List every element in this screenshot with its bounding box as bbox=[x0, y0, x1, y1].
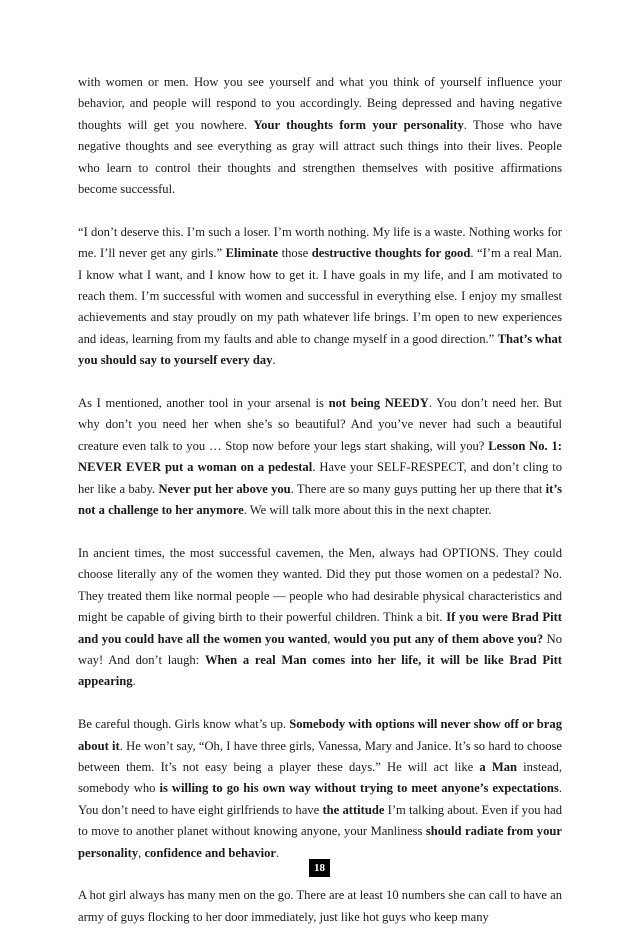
body-text-run: As I mentioned, another tool in your arsenal is bbox=[78, 396, 329, 411]
body-text-run: . You don’t need her. But why don’t you need her when she’s so beautiful? And you’ve never had such a beautiful creature even talk to you … Stop now before your legs start shaking, will you? bbox=[78, 396, 562, 453]
emphasis-text: Somebody with options will never show off or brag about it bbox=[78, 717, 562, 753]
body-text-run: . We will talk more about this in the next chapter. bbox=[243, 503, 492, 518]
emphasis-text: That’s what you should say to yourself every day bbox=[78, 331, 562, 368]
body-text-run: instead, somebody who bbox=[78, 759, 562, 796]
body-text-run: I’m talking about. Even if you had to move to another planet without knowing anyone, your Manliness bbox=[78, 802, 562, 839]
emphasis-text: Never put her above you bbox=[158, 481, 291, 496]
body-text-run: Be careful though. Girls know what’s up. bbox=[78, 717, 290, 732]
emphasis-text: Lesson No. 1: NEVER EVER put a woman on a pedestal bbox=[78, 438, 563, 475]
body-text-run: . Have your SELF-RESPECT, and don’t cling to her like a baby. bbox=[78, 460, 562, 496]
emphasis-text: confidence and behavior bbox=[144, 845, 277, 860]
emphasis-text: destructive thoughts for good bbox=[311, 246, 471, 261]
paragraph-1 bbox=[78, 72, 562, 200]
paragraph-5 bbox=[78, 714, 562, 864]
body-text-run: . Those who have negative thoughts and see everything as gray will attract such things into their lives. People who learn to control their thoughts and strengthen themselves with positive affirmations become successful. bbox=[78, 117, 562, 197]
body-text-run: those bbox=[278, 246, 312, 261]
emphasis-text: would you put any of them above you? bbox=[333, 631, 544, 646]
emphasis-text: a Man bbox=[479, 759, 518, 774]
emphasis-text: If you were Brad Pitt and you could have all the women you wanted bbox=[78, 610, 562, 646]
emphasis-text: the attitude bbox=[322, 802, 385, 817]
body-text-run: . bbox=[276, 845, 280, 860]
page-number: 18 bbox=[309, 859, 330, 877]
paragraph-6 bbox=[78, 885, 562, 928]
body-text bbox=[78, 72, 562, 928]
body-text-run: . bbox=[132, 674, 136, 689]
body-text-run: . You don’t need to have eight girlfriends to have bbox=[78, 781, 562, 817]
body-text-run: with women or men. How you see yourself and what you think of yourself influence your behavior, and people will respond to you accordingly. Being depressed and having negative thoughts will get you nowhere. bbox=[78, 75, 562, 132]
emphasis-text: When a real Man comes into her life, it will be like Brad Pitt appearing bbox=[78, 652, 562, 689]
body-text-run: “I don’t deserve this. I’m such a loser. I’m worth nothing. My life is a waste. Nothing works for me. I’ll never get any girls.” bbox=[78, 224, 562, 261]
body-text-run: No way! And don’t laugh: bbox=[78, 631, 563, 667]
emphasis-text: is willing to go his own way without trying to meet anyone’s expectations bbox=[159, 781, 559, 796]
emphasis-text: not being NEEDY bbox=[328, 396, 429, 411]
emphasis-text: Eliminate bbox=[225, 246, 279, 261]
paragraph-4 bbox=[78, 543, 562, 693]
paragraph-2 bbox=[78, 222, 562, 372]
emphasis-text: it’s not a challenge to her anymore bbox=[78, 481, 562, 518]
emphasis-text: should radiate from your personality bbox=[78, 824, 562, 860]
emphasis-text: Your thoughts form your personality bbox=[253, 117, 464, 132]
body-text-run: , bbox=[327, 631, 334, 646]
body-text-run: . bbox=[272, 353, 276, 368]
body-text-run: A hot girl always has many men on the go. There are at least 10 numbers she can call to have an army of guys flocking to her door immediately, just like hot guys who keep many bbox=[78, 888, 562, 924]
body-text-run: . There are so many guys putting her up there that bbox=[290, 481, 546, 496]
body-text-run: , bbox=[138, 845, 145, 860]
paragraph-3 bbox=[78, 393, 562, 521]
body-text-run: In ancient times, the most successful cavemen, the Men, always had OPTIONS. They could choose literally any of the women they wanted. Did they put those women on a pedestal? No. They treated them like normal people — people who had desirable physical characteristics and might be capable of giving birth to their powerful children. Think a bit. bbox=[78, 545, 562, 625]
body-text-run: . “I’m a real Man. I know what I want, and I know how to get it. I have goals in my life, and I am motivated to reach them. I’m successful with women and successful in everything else. I enjoy my smallest achievements and stay proudly on my path whatever life brings. I’m open to new experiences and ideas, learning from my faults and able to change myself in a good direction.” bbox=[78, 246, 562, 346]
body-text-run: . He won’t say, “Oh, I have three girls, Vanessa, Mary and Janice. It’s so hard to choose between them. It’s not easy being a player these days.” He will act like bbox=[78, 738, 562, 774]
